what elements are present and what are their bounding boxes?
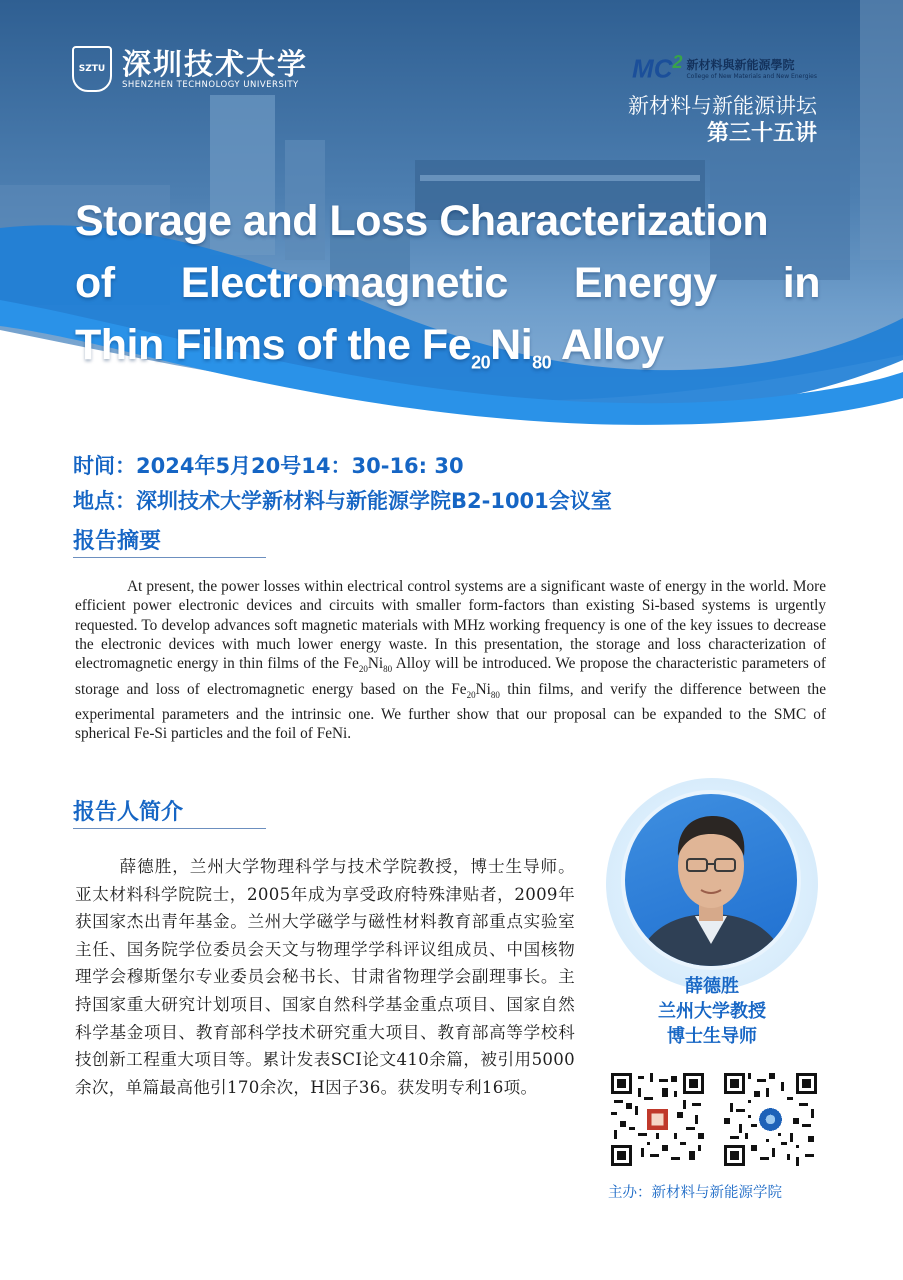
hero-banner <box>0 0 903 440</box>
speaker-portrait-illustration <box>625 794 797 966</box>
title-word: Electromagnetic <box>180 259 508 307</box>
title-line-1: Storage and Loss Characterization <box>75 197 769 245</box>
title-line-2 <box>75 252 820 314</box>
speaker-name: 薛德胜 <box>685 976 739 997</box>
title-word: in <box>782 259 820 307</box>
college-name-cn: 新材料與新能源學院 <box>686 58 795 73</box>
title-word: of <box>75 259 115 307</box>
title-word: Energy <box>573 259 717 307</box>
speaker-affiliation: 兰州大学教授 <box>658 1001 766 1022</box>
qr-code-left-icon[interactable] <box>611 1073 704 1166</box>
university-shield-icon: SZTU <box>72 46 112 92</box>
bio-text: 薛德胜，兰州大学物理科学与技术学院教授，博士生导师。亚太材料科学院院士，2005年成为享受政府特殊津贴者，2009年获国家杰出青年基金。兰州大学磁学与磁性材料教育部重点实验室主任、国务院学位委员会天文与物理学学科评议组成员、中国核物理学会穆斯堡尔专业委员会秘书长、甘肃省物理学会副理事长。主持国家重大研究计划项目、国家自然科学基金重点项目、国家自然科学基金项目、教育部科学技术研究重大项目、教育部高等学校科技创新工程重大项目等。累计发表SCI论文410余篇，被引用5000余次，单篇最高他引170余次，H因子36。获发明专利16项。 <box>75 857 575 1097</box>
qr-code-right-icon[interactable] <box>724 1073 817 1166</box>
college-mc-logo-icon: $MC^2$ <box>632 52 683 84</box>
lecture-series <box>628 92 817 148</box>
bio-heading: 报告人简介 <box>73 800 184 825</box>
speaker-portrait <box>621 790 801 970</box>
abstract-heading: 报告摘要 <box>73 529 162 554</box>
abstract-text: At present, the power losses within electrical control systems are a significant waste of energy in the world. More efficient power electronic devices and circuits with smaller form-factors than existing Si-based systems is urgently requested. To develop advances soft magnetic materials with MHz working frequency is one of the key issues to decrease the electronic devices with much lower energy waste. In this presentation, the storage and loss characterization of electromagnetic energy in thin films of the $Fe_{20}Ni_{80}$ Alloy will be introduced. We propose the characteristic parameters of storage and loss of electromagnetic energy based on the $Fe_{20}Ni_{80}$ thin films, and verify the difference between the experimental parameters and the intrinsic one. We further show that our proposal can be expanded to the SMC of spherical Fe-Si particles and the foil of FeNi. <box>75 578 826 743</box>
title-line-3: Thin Films of the $Fe_{20}Ni_{80}$ Alloy <box>75 321 664 373</box>
university-name-cn: 深圳技术大学 <box>122 47 309 81</box>
lecture-number: 第三十五讲 <box>706 121 817 146</box>
speaker-role: 博士生导师 <box>667 1026 757 1047</box>
sponsor-line: 主办：新材料与新能源学院 <box>608 1185 782 1201</box>
talk-title <box>75 190 820 394</box>
bio-heading-underline <box>73 828 266 829</box>
speaker-caption <box>606 974 818 1049</box>
abstract-heading-underline <box>73 557 266 558</box>
university-name-en: SHENZHEN TECHNOLOGY UNIVERSITY <box>122 80 299 90</box>
college-name-en: College of New Materials and New Energies <box>686 73 817 81</box>
college-logo <box>632 52 817 85</box>
event-location: 地点：深圳技术大学新材料与新能源学院B2-1001会议室 <box>73 489 612 513</box>
university-logo <box>72 46 308 92</box>
event-time: 时间：2024年5月20号14：30-16: 30 <box>73 454 464 478</box>
series-name: 新材料与新能源讲坛 <box>628 94 817 118</box>
